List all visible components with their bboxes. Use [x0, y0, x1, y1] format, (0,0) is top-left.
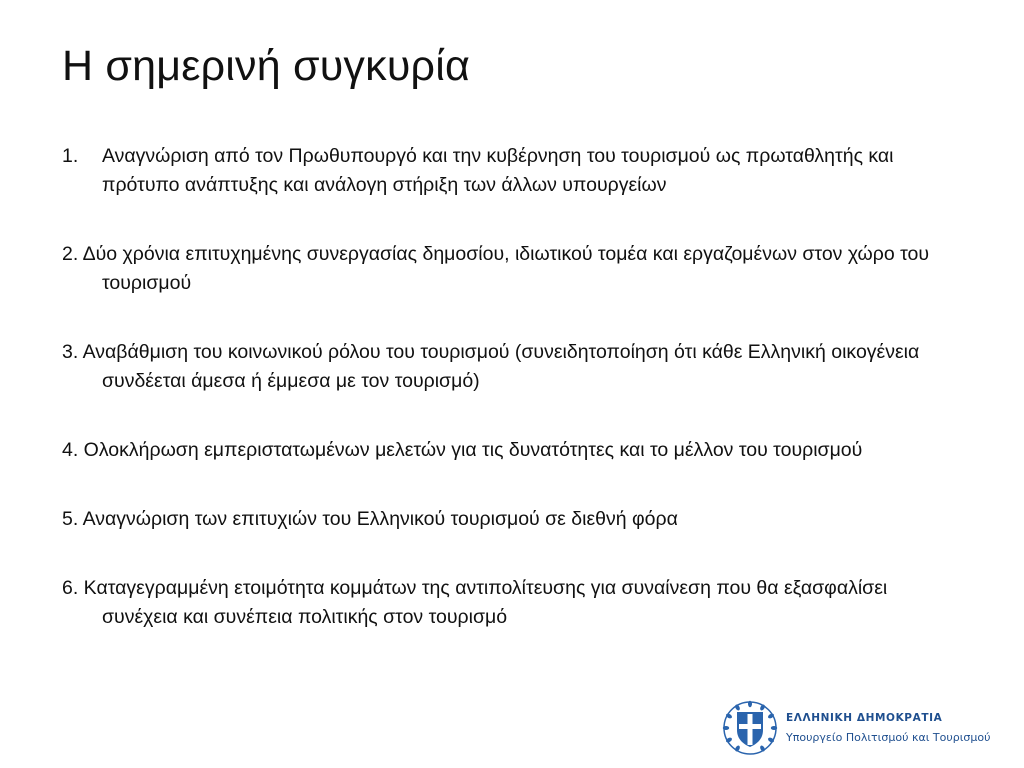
greek-state-emblem-icon [722, 700, 778, 756]
ministry-logo [722, 700, 1012, 756]
logo-subtitle: Υπουργείο Πολιτισμού και Τουρισμού [786, 730, 991, 744]
slide-title: Η σημερινή συγκυρία [62, 42, 471, 90]
list-item-number: 1. [62, 145, 79, 167]
list-item [62, 505, 962, 534]
list-item-text: 5. Αναγνώριση των επιτυχιών του Ελληνικού τουρισμού σε διεθνή φόρα [62, 508, 678, 530]
bullet-list [62, 142, 962, 632]
list-item-text: 6. Καταγεγραμμένη ετοιμότητα κομμάτων της αντιπολίτευσης για συναίνεση που θα εξασφαλίσει συνέχεια και συνέπεια πολιτικής στον τουρισμό [62, 577, 888, 628]
list-item [62, 574, 962, 632]
list-item-text: 4. Ολοκλήρωση εμπεριστατωμένων μελετών για τις δυνατότητες και το μέλλον του τουρισμού [62, 439, 863, 461]
list-item [62, 338, 962, 396]
list-item [62, 240, 962, 298]
list-item-text: 2. Δύο χρόνια επιτυχημένης συνεργασίας δημοσίου, ιδιωτικού τομέα και εργαζομένων στον χώρο του τουρισμού [62, 243, 930, 294]
list-item-text: 3. Αναβάθμιση του κοινωνικού ρόλου του τουρισμού (συνειδητοποίηση ότι κάθε Ελληνική οικογένεια συνδέεται άμεσα ή έμμεσα με τον τουρισμό) [62, 341, 920, 392]
list-item-text: Αναγνώριση από τον Πρωθυπουργό και την κυβέρνηση του τουρισμού ως πρωταθλητής και πρότυπο ανάπτυξης και ανάλογη στήριξη των άλλων υπουργείων [102, 145, 894, 196]
list-item [62, 142, 962, 200]
list-item [62, 436, 962, 465]
logo-title: ΕΛΛΗΝΙΚΗ ΔΗΜΟΚΡΑΤΙΑ [786, 711, 943, 724]
